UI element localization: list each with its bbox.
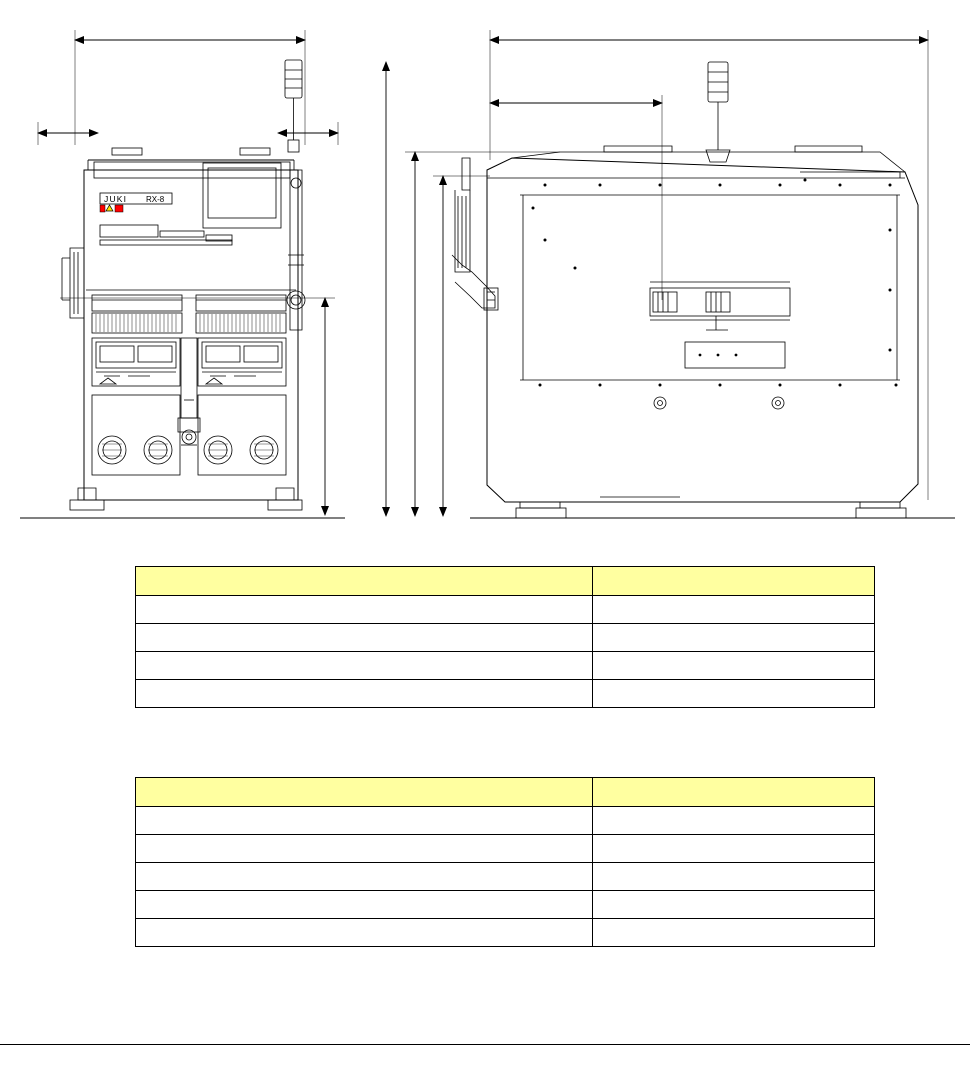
table2-r1-c1 — [593, 835, 875, 863]
table1-r0-c0 — [136, 596, 593, 624]
svg-text:JUKI: JUKI — [104, 194, 128, 204]
dimension-lines — [38, 30, 928, 516]
specifications-table — [135, 777, 875, 947]
table-row — [136, 835, 875, 863]
table2-r4-c0 — [136, 919, 593, 947]
table-row — [136, 652, 875, 680]
table-row — [136, 624, 875, 652]
table1-header-cell-0 — [136, 567, 593, 596]
table1-r3-c1 — [593, 680, 875, 708]
table2-r2-c1 — [593, 863, 875, 891]
table2-r0-c0 — [136, 807, 593, 835]
table1-r0-c1 — [593, 596, 875, 624]
table2-header-cell-0 — [136, 778, 593, 807]
table1-header-cell-1 — [593, 567, 875, 596]
table2-r3-c0 — [136, 891, 593, 919]
table2-r1-c0 — [136, 835, 593, 863]
table-header-row — [136, 778, 875, 807]
table2-r2-c0 — [136, 863, 593, 891]
table-row — [136, 807, 875, 835]
front-view — [20, 60, 345, 518]
footer-divider — [0, 1044, 970, 1045]
dimensions-table — [135, 566, 875, 708]
svg-text:RX-8: RX-8 — [146, 195, 165, 204]
table2-r3-c1 — [593, 891, 875, 919]
table-row — [136, 919, 875, 947]
side-view — [452, 62, 955, 518]
table1-r2-c0 — [136, 652, 593, 680]
table1-r1-c1 — [593, 624, 875, 652]
table1-r1-c0 — [136, 624, 593, 652]
table2-r0-c1 — [593, 807, 875, 835]
table-header-row — [136, 567, 875, 596]
table-row — [136, 863, 875, 891]
table-row — [136, 596, 875, 624]
table1-r2-c1 — [593, 652, 875, 680]
table-row — [136, 891, 875, 919]
table1-r3-c0 — [136, 680, 593, 708]
table2-r4-c1 — [593, 919, 875, 947]
table2-header-cell-1 — [593, 778, 875, 807]
table-row — [136, 680, 875, 708]
